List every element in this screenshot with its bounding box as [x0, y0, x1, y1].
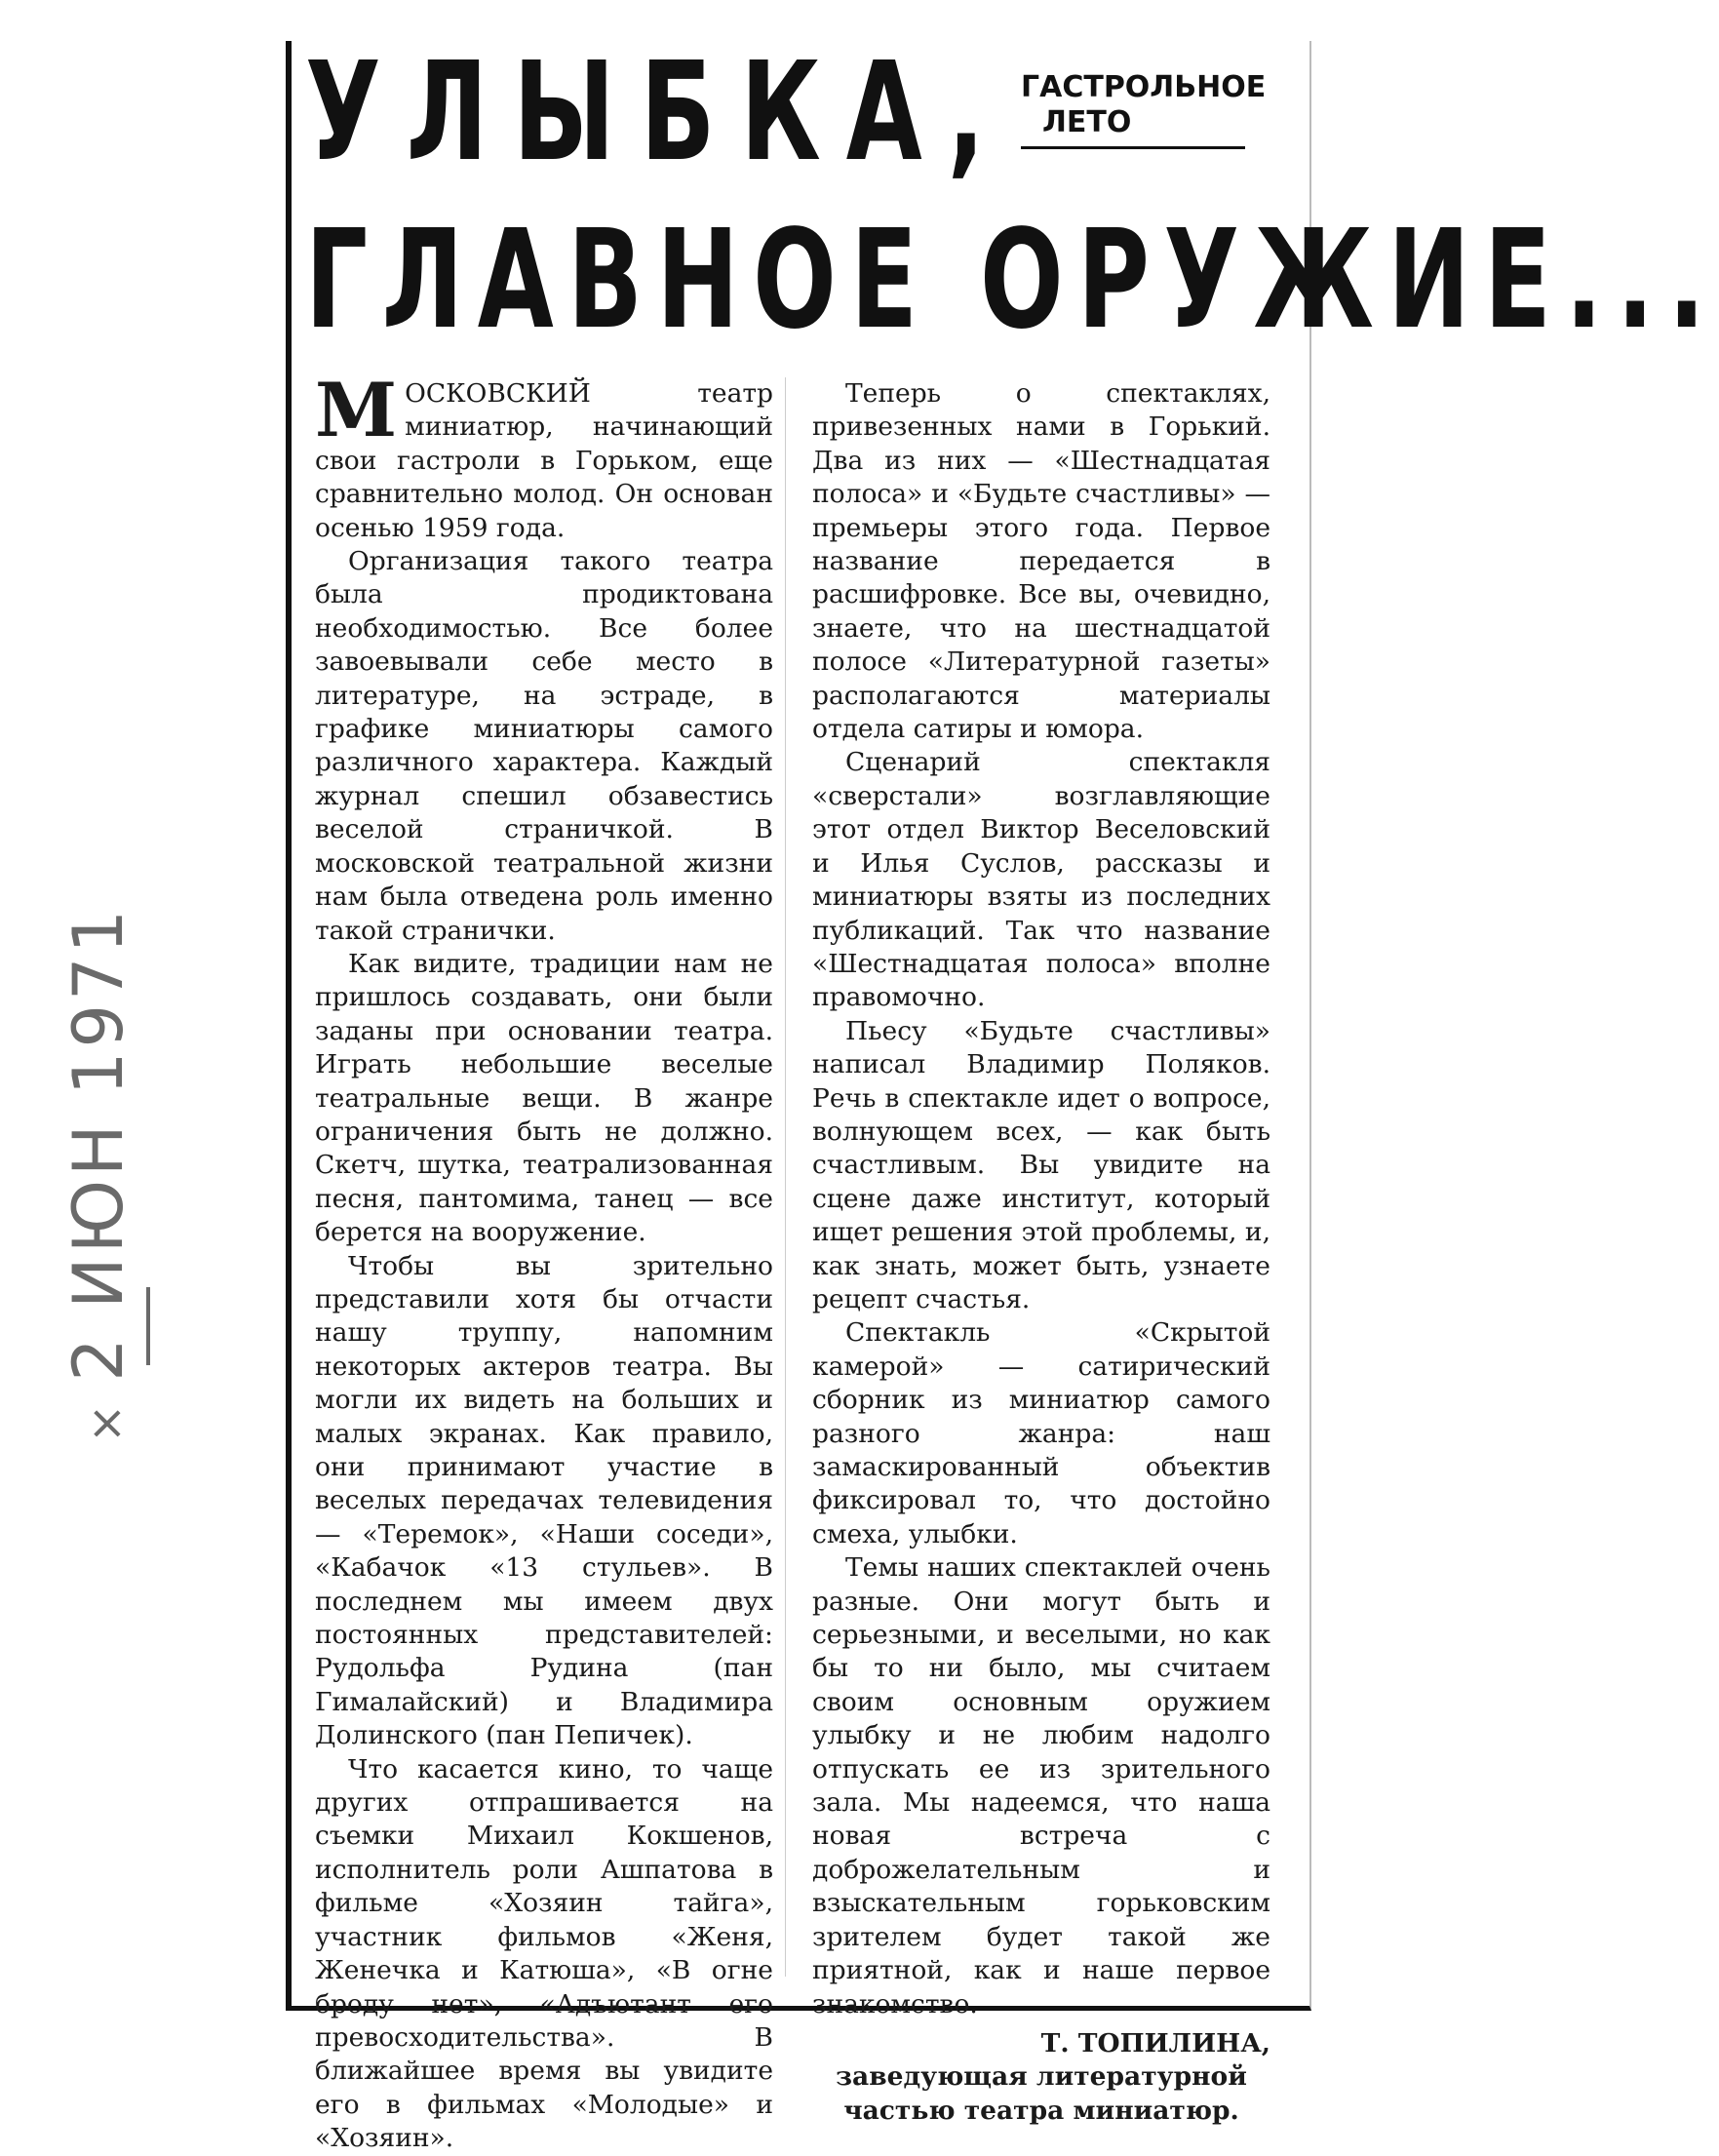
stamp-date: 2 ИЮН 1971 [59, 905, 138, 1382]
headline-line-2: ГЛАВНОЕ ОРУЖИЕ... [305, 201, 1719, 360]
rubric-line-1: ГАСТРОЛЬНОЕ [1021, 70, 1267, 104]
paragraph: Организация такого театра была продиктована необходимостью. Все более завоевывали себе место в литературе, на эстраде, в графике миниатюры самого различного характера. Каждый журнал спешил обзавестись веселой страничкой. В московской театральной жизни нам была отведена роль именно такой странички. [315, 546, 773, 946]
paragraph: Спектакль «Скрытой камерой» — сатирический сборник из миниатюр самого разного жанра: наш замаскированный объектив фиксировал то, что достойно смеха, улыбки. [812, 1317, 1270, 1549]
author-signature: Т. ТОПИЛИНА, [1040, 2027, 1270, 2058]
article-column-1 [315, 367, 773, 2154]
column-divider [785, 377, 786, 1977]
paragraph: Как видите, традиции нам не пришлось создавать, они были заданы при основании театра. Играть небольшие веселые театральные вещи. В жанре ограничения быть не должно. Скетч, шутка, театрализованная песня, пантомима, танец — все берется на вооружение. [315, 948, 773, 1248]
paragraph [315, 367, 773, 545]
handwritten-note [94, 10, 308, 419]
paragraph: Что касается кино, то чаще других отпрашивается на съемки Михаил Кокшенов, исполнитель роли Ашпатова в фильме «Хозяин тайга», участник фильмов «Женя, Женечка и Катюша», «В огне броду нет», «Адъютант его превосходительства». В ближайшее время вы увидите его в фильмах «Молодые» и «Хозяин». [315, 1753, 773, 2154]
rubric [1021, 70, 1267, 149]
date-stamp [59, 906, 138, 1443]
paragraph-text: ОСКОВСКИЙ театр миниатюр, начинающий свои гастроли в Горьком, еще сравнительно молод. Он основан осенью 1959 года. [315, 378, 773, 543]
headline-line-1: УЛЫБКА, [305, 33, 1010, 192]
paragraph: Темы наших спектаклей очень разные. Они могут быть и серьезными, и веселыми, но как бы то ни было, мы считаем своим основным оружием улыбку и не любим надолго отпускать ее из зрительного зала. Мы надеемся, что наша новая встреча с доброжелательным и взыскательным горьковским зрителем будет такой же приятной, как и наше первое знакомство. [812, 1552, 1270, 2019]
headline [305, 33, 1719, 360]
article-columns [315, 367, 1290, 2154]
paragraph: Теперь о спектаклях, привезенных нами в Горький. Два из них — «Шестнадцатая полоса» и «Будьте счастливы» — премьеры этого года. Первое название передается в расшифровке. Все вы, очевидно, знаете, что на шестнадцатой полосе «Литературной газеты» располагаются материалы отдела сатиры и юмора. [812, 378, 1270, 745]
article-column-2 [812, 377, 1270, 2126]
stamp-underline [146, 1287, 150, 1365]
stamp-mark: × [79, 1403, 134, 1443]
drop-cap: М [315, 367, 398, 453]
paragraph: Чтобы вы зрительно представили хотя бы отчасти нашу труппу, напомним некоторых актеров театра. Вы могли их видеть на больших и малых экранах. Как правило, они принимают участие в веселых передачах телевидения — «Теремок», «Наши соседи», «Кабачок «13 стульев». В последнем мы имеем двух постоянных представителей: Рудольфа Рудина (пан Гималайский) и Владимира Долинского (пан Пепичек). [315, 1250, 773, 1751]
rubric-line-2: ЛЕТО [1042, 105, 1132, 139]
author-role: заведующая литературной частью театра миниатюр. [836, 2061, 1247, 2126]
paragraph: Сценарий спектакля «сверстали» возглавляющие этот отдел Виктор Веселовский и Илья Суслов, рассказы и миниатюры взяты из последних публикаций. Так что название «Шестнадцатая полоса» вполне правомочно. [812, 747, 1270, 1013]
paragraph: Пьесу «Будьте счастливы» написал Владимир Поляков. Речь в спектакле идет о вопросе, волнующем всех, — как быть счастливым. Вы увидите на сцене даже институт, который ищет решения этой проблемы, и, как знать, может быть, узнаете рецепт счастья. [812, 1015, 1270, 1314]
